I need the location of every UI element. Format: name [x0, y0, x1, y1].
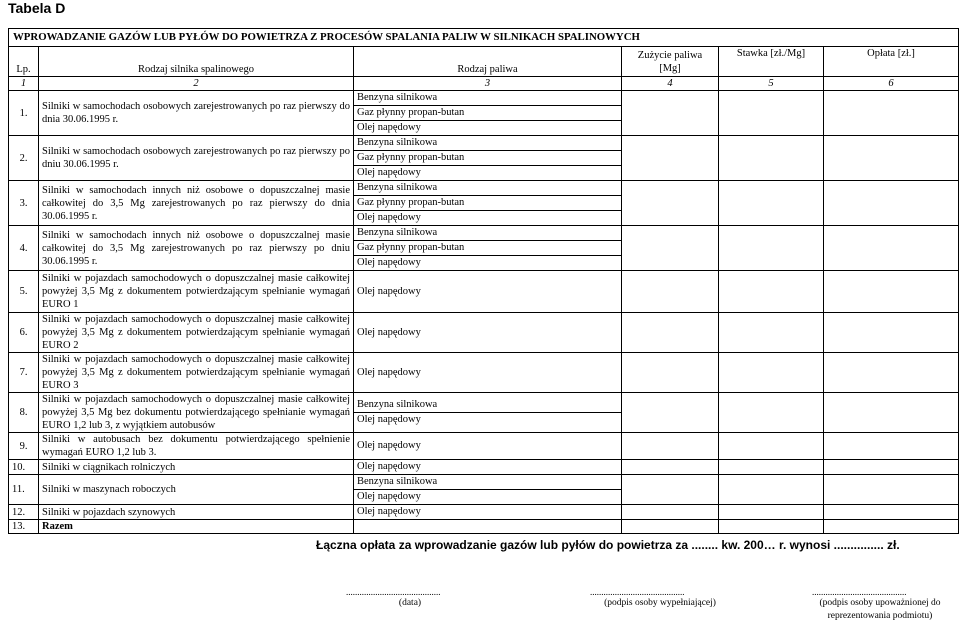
col-fee: Opłata [zł.] — [824, 47, 959, 77]
table-row — [9, 91, 959, 136]
row-engine-type: Silniki w pojazdach samochodowych o dopuszczalnej masie całkowitej powyżej 3,5 Mg z dokumentem potwierdzającym spełnianie wymagań EURO 2 — [39, 313, 354, 353]
row-rate-cell — [719, 520, 824, 534]
row-lp: 10. — [9, 460, 39, 475]
row-rate-cell — [719, 271, 824, 313]
row-fuel-list — [354, 313, 622, 353]
row-fuel-list — [354, 91, 622, 136]
row-lp: 4. — [9, 226, 39, 271]
fuel-type: Gaz płynny propan-butan — [354, 150, 621, 165]
fuel-type: Olej napędowy — [354, 165, 621, 180]
table-row — [9, 353, 959, 393]
fuel-type: Olej napędowy — [354, 210, 621, 225]
col-number: 3 — [354, 77, 622, 91]
row-fuel-list — [354, 475, 622, 505]
row-engine-type: Razem — [39, 520, 354, 534]
row-engine-type: Silniki w pojazdach samochodowych o dopuszczalnej masie całkowitej powyżej 3,5 Mg z dokumentem potwierdzającym spełnianie wymagań EURO 1 — [39, 271, 354, 313]
table-row — [9, 393, 959, 433]
fuel-type: Olej napędowy — [354, 412, 621, 427]
row-usage-cell — [622, 520, 719, 534]
fuel-type: Olej napędowy — [357, 506, 421, 517]
row-engine-type: Silniki w samochodach innych niż osobowe o dopuszczalnej masie całkowitej do 3,5 Mg zarejestrowanych po raz pierwszy po dniu 30.06.1995 r. — [39, 226, 354, 271]
table-row — [9, 226, 959, 271]
col-number: 5 — [719, 77, 824, 91]
row-usage-cell — [622, 91, 719, 136]
row-usage-cell — [622, 353, 719, 393]
row-rate-cell — [719, 226, 824, 271]
row-lp: 13. — [9, 520, 39, 534]
row-engine-type: Silniki w pojazdach samochodowych o dopuszczalnej masie całkowitej powyżej 3,5 Mg bez dokumentu potwierdzającego spełnianie wymagań EURO 1,2 lub 3, z wyjątkiem autobusów — [39, 393, 354, 433]
fuel-type: Benzyna silnikowa — [357, 137, 438, 148]
col-fuel: Rodzaj paliwa — [354, 47, 622, 77]
row-usage-cell — [622, 181, 719, 226]
row-fee-cell — [824, 520, 959, 534]
row-rate-cell — [719, 433, 824, 460]
row-engine-type: Silniki w maszynach roboczych — [39, 475, 354, 505]
fuel-type: Olej napędowy — [354, 489, 621, 504]
row-fuel-list — [354, 433, 622, 460]
fee-table — [8, 28, 959, 534]
row-usage-cell — [622, 226, 719, 271]
signature-dots-filler: .......................................... — [590, 587, 685, 597]
signature-dots-authorized: .......................................... — [812, 587, 907, 597]
fuel-type: Gaz płynny propan-butan — [354, 195, 621, 210]
fuel-type: Gaz płynny propan-butan — [354, 105, 621, 120]
page-title: Tabela D — [8, 0, 66, 16]
row-lp: 11. — [9, 475, 39, 505]
col-number: 1 — [9, 77, 39, 91]
col-usage — [622, 47, 719, 77]
fuel-type: Benzyna silnikowa — [357, 399, 438, 410]
signature-authorized-line2: reprezentowania podmiotu) — [827, 611, 933, 621]
row-lp: 5. — [9, 271, 39, 313]
row-lp: 8. — [9, 393, 39, 433]
row-fee-cell — [824, 313, 959, 353]
table-row — [9, 475, 959, 505]
fuel-type: Olej napędowy — [357, 461, 421, 472]
row-fuel-list — [354, 460, 622, 475]
col-number: 4 — [622, 77, 719, 91]
table-row — [9, 136, 959, 181]
row-fee-cell — [824, 181, 959, 226]
row-rate-cell — [719, 475, 824, 505]
row-lp: 6. — [9, 313, 39, 353]
fuel-type: Olej napędowy — [357, 440, 421, 451]
col-rate: Stawka [zł./Mg] — [719, 47, 824, 77]
signature-authorized-line1: (podpis osoby upoważnionej do — [819, 598, 941, 608]
row-engine-type: Silniki w samochodach osobowych zarejestrowanych po raz pierwszy po dniu 30.06.1995 r. — [39, 136, 354, 181]
col-lp: Lp. — [9, 47, 39, 77]
row-fee-cell — [824, 91, 959, 136]
row-rate-cell — [719, 505, 824, 520]
fuel-type: Olej napędowy — [354, 120, 621, 135]
row-engine-type: Silniki w ciągnikach rolniczych — [39, 460, 354, 475]
fuel-type: Benzyna silnikowa — [357, 227, 438, 238]
row-usage-cell — [622, 313, 719, 353]
row-engine-type: Silniki w samochodach innych niż osobowe o dopuszczalnej masie całkowitej do 3,5 Mg zarejestrowanych po raz pierwszy do dnia 30.06.1995 r. — [39, 181, 354, 226]
row-usage-cell — [622, 433, 719, 460]
row-usage-cell — [622, 271, 719, 313]
row-fee-cell — [824, 271, 959, 313]
row-lp: 3. — [9, 181, 39, 226]
fuel-type: Olej napędowy — [357, 285, 421, 297]
row-fuel-list — [354, 393, 622, 433]
fuel-type: Benzyna silnikowa — [357, 92, 438, 103]
table-row — [9, 271, 959, 313]
row-engine-type: Silniki w pojazdach szynowych — [39, 505, 354, 520]
row-fee-cell — [824, 226, 959, 271]
col-number: 6 — [824, 77, 959, 91]
row-engine-type: Silniki w autobusach bez dokumentu potwierdzającego spełnienie wymagań EURO 1,2 lub 3. — [39, 433, 354, 460]
row-fuel-list — [354, 353, 622, 393]
row-rate-cell — [719, 181, 824, 226]
row-rate-cell — [719, 353, 824, 393]
table-row — [9, 433, 959, 460]
row-usage-cell — [622, 136, 719, 181]
row-lp: 2. — [9, 136, 39, 181]
row-rate-cell — [719, 460, 824, 475]
col-number: 2 — [39, 77, 354, 91]
fuel-type: Benzyna silnikowa — [357, 476, 438, 487]
row-fuel-list — [354, 226, 622, 271]
row-fee-cell — [824, 393, 959, 433]
col-engine: Rodzaj silnika spalinowego — [39, 47, 354, 77]
row-fee-cell — [824, 136, 959, 181]
row-engine-type: Silniki w pojazdach samochodowych o dopuszczalnej masie całkowitej powyżej 3,5 Mg z dokumentem potwierdzającym spełnianie wymagań EURO 3 — [39, 353, 354, 393]
row-fuel-list — [354, 520, 622, 534]
row-engine-type: Silniki w samochodach osobowych zarejestrowanych po raz pierwszy do dnia 30.06.1995 r. — [39, 91, 354, 136]
row-lp: 7. — [9, 353, 39, 393]
table-header: WPROWADZANIE GAZÓW LUB PYŁÓW DO POWIETRZA Z PROCESÓW SPALANIA PALIW W SILNIKACH SPALINOWYCH — [9, 29, 959, 47]
row-lp: 9. — [9, 433, 39, 460]
row-fuel-list — [354, 181, 622, 226]
row-lp: 12. — [9, 505, 39, 520]
signature-filler-label: (podpis osoby wypełniającej) — [604, 598, 716, 608]
row-rate-cell — [719, 91, 824, 136]
row-rate-cell — [719, 136, 824, 181]
fuel-type: Benzyna silnikowa — [357, 182, 438, 193]
row-usage-cell — [622, 460, 719, 475]
row-fuel-list — [354, 505, 622, 520]
table-row — [9, 460, 959, 475]
signature-authorized-label — [800, 597, 960, 623]
table-row — [9, 181, 959, 226]
row-usage-cell — [622, 393, 719, 433]
signature-dots-date: .......................................... — [346, 587, 441, 597]
row-fuel-list — [354, 271, 622, 313]
fuel-type: Olej napędowy — [357, 326, 421, 338]
row-fee-cell — [824, 460, 959, 475]
fuel-type: Olej napędowy — [357, 366, 421, 378]
table-row — [9, 505, 959, 520]
table-row — [9, 520, 959, 534]
fuel-type: Gaz płynny propan-butan — [354, 240, 621, 255]
row-fee-cell — [824, 475, 959, 505]
row-fuel-list — [354, 136, 622, 181]
row-fee-cell — [824, 433, 959, 460]
row-fee-cell — [824, 353, 959, 393]
row-usage-cell — [622, 475, 719, 505]
row-rate-cell — [719, 313, 824, 353]
col-usage-line2: [Mg] — [659, 62, 681, 74]
summary-line: Łączna opłata za wprowadzanie gazów lub pyłów do powietrza za ........ kw. 200… r. wynosi ............... zł. — [316, 538, 900, 552]
row-rate-cell — [719, 393, 824, 433]
row-usage-cell — [622, 505, 719, 520]
table-row — [9, 313, 959, 353]
col-usage-line1: Zużycie paliwa — [637, 49, 703, 61]
row-fee-cell — [824, 505, 959, 520]
row-lp: 1. — [9, 91, 39, 136]
signature-date-label: (data) — [398, 598, 422, 608]
fuel-type: Olej napędowy — [354, 255, 621, 270]
